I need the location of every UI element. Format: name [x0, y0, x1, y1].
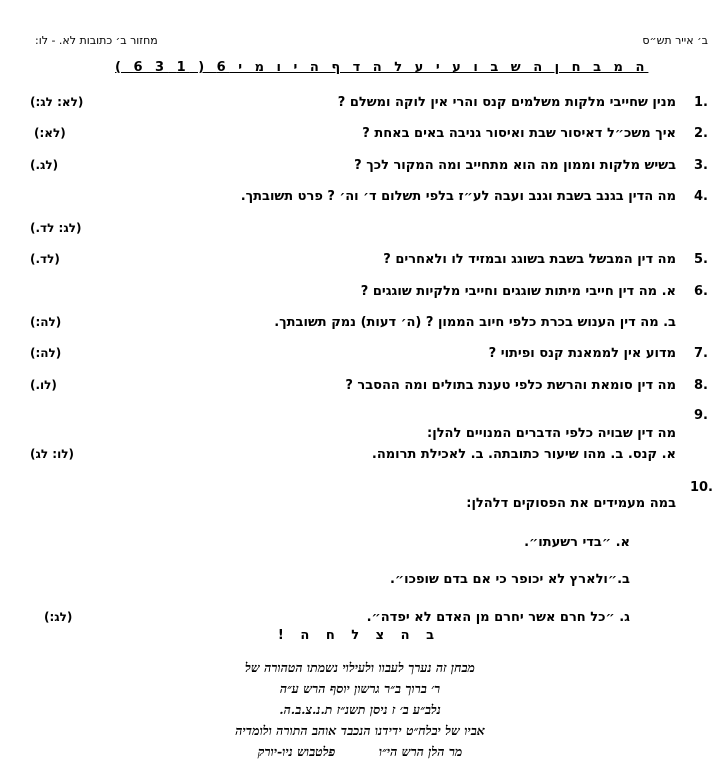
question-text: מה דין המבשל בשבת בשוגג ובמזיד לו ולאחרים ? [383, 252, 676, 267]
good-luck: ב ה צ ל ח ה ! [277, 628, 441, 643]
question-ref: (לד.) [30, 252, 60, 266]
question-ref: (לה:) [30, 315, 62, 329]
header-date: ב׳ אייר תש״ס [642, 34, 708, 47]
question-text: מה דין סומאת והרשת כלפי טענת בתולים ומה ההסבר ? [345, 378, 676, 393]
question-text: א. ״בדי רשעתו״. [524, 535, 630, 550]
question-text: ג. ״כל חרם אשר יחרם מן האדם לא יפדה״. [366, 610, 630, 625]
question-text: מה הדין בגנב בשבת וגנב ועבה לע״ז בלפי תשלום ד׳ וה׳ ? פרט תשובתך. [240, 189, 676, 204]
dedication-line: נלב״ע ב׳ ז ניסן תשנ״ז ת.נ.צ.ב.ה. [279, 702, 441, 717]
question-text: מה דין שבויה כלפי הדברים המנויים להלן: [427, 426, 676, 441]
dedication-line: ר׳ ברוך ב״ר גרשון יוסף הרש ע״ה [279, 681, 441, 696]
question-number: .6 [694, 284, 708, 299]
dedication-line: מר הלן הרש הי״ו פלטבוש ניו-יורק [257, 744, 463, 759]
question-ref: (לה:) [30, 346, 62, 360]
question-number: .7 [694, 346, 708, 361]
question-ref: (לא:) [34, 126, 66, 140]
question-text: א. מה דין חייבי מיתות שוגגים וחייבי מלקיות שוגגים ? [360, 284, 676, 299]
question-ref: (לג: לד.) [30, 221, 82, 235]
question-ref: (לו.) [30, 378, 57, 392]
question-text: במה מעמידים את הפסוקים דלהלן: [466, 496, 676, 511]
question-number: .3 [694, 158, 708, 173]
question-ref: (לו: לג) [30, 447, 74, 461]
question-text: ב.״ולארץ לא יכופר כי אם בדם שופכו״. [389, 572, 630, 587]
dedication-line: אביו של יבלח״ט ידידנו הנכבד אוהב התורה ולומדיה [235, 723, 485, 738]
question-number: .5 [694, 252, 708, 267]
question-text: ב. מה דין הענוש בכרת כלפי חיוב הממון ? (ה׳ דעות) נמק תשובתך. [274, 315, 676, 330]
dedication-line: מבחן זה נערך לעבוו ולעילוי נשמתו הטהורה של [245, 660, 475, 675]
question-number: .10 [689, 480, 713, 495]
question-text: איך משכ״ל דאיסור שבת ואיסור גניבה באים באחת ? [362, 126, 676, 141]
question-text: א. קנס. ב. מהו שיעור כתובתה. ב. לאכילת תרומה. [371, 447, 676, 462]
question-number: .4 [694, 189, 708, 204]
question-ref: (לא: לג:) [30, 95, 84, 109]
question-ref: (לג:) [44, 610, 73, 624]
header-source: מחזור ב׳ כתובות לא. - לו: [35, 34, 158, 47]
question-number: .2 [694, 126, 708, 141]
question-number: .9 [694, 408, 708, 423]
question-number: .1 [694, 95, 708, 110]
question-number: .8 [694, 378, 708, 393]
question-text: בשיש מלקות וממון מה הוא מתחייב ומה המקור לכך ? [354, 158, 676, 173]
exam-title: ה מ ב ח ן ה ש ב ו ע י ע ל ה ד ף ה י ו מ י 6 ( 1 3 6 ) [115, 60, 649, 75]
question-text: מדוע אין לממאנת קנס ופיתוי ? [488, 346, 676, 361]
question-ref: (לג.) [30, 158, 59, 172]
question-text: מנין שחייבי מלקות משלמים קנס והרי אין לוקה ומשלם ? [337, 95, 676, 110]
